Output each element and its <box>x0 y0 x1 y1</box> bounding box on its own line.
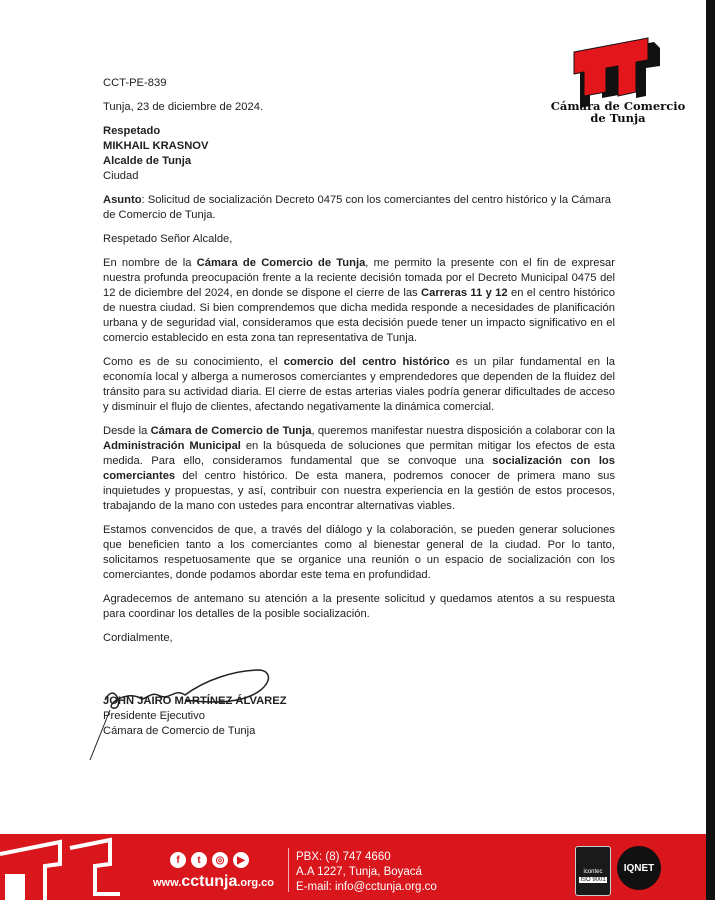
scan-edge <box>706 0 715 900</box>
website-suffix: .org.co <box>237 877 275 889</box>
logo-text: Cámara de Comercio de Tunja <box>550 99 686 125</box>
paragraph <box>103 523 615 583</box>
recipient-name: MIKHAIL KRASNOV <box>103 140 209 152</box>
recipient-city: Ciudad <box>103 170 139 182</box>
paragraph <box>103 424 615 514</box>
text: En nombre de la <box>103 257 197 269</box>
cert2-label: IQNET <box>623 862 655 874</box>
text: en el centro histórico de nuestra ciudad. Si bien comprendemos que dicha medida responde a necesidades de planificación urbana y de seguridad vial, consideramos que esta decisión puede tener un impacto significativo en el comercio establecido en esta zona tan representativa de Tunja. <box>103 287 615 344</box>
cert1-label: icontec <box>583 869 603 875</box>
subject <box>103 193 615 223</box>
signature <box>85 640 285 760</box>
paragraph <box>103 355 615 415</box>
text: en la búsqueda de soluciones que permitan mitigar los efectos de esta medida. Para ello, consideramos fundamental que se convoque una <box>103 440 615 467</box>
paragraphs <box>103 256 615 631</box>
text: Estamos convencidos de que, a través del diálogo y la colaboración, se pueden generar soluciones que beneficien tanto a los comerciantes como al bienestar general de la ciudad. Por lo tanto, solicitamos respetuosamente que se organice una reunión o un espacio de socialización con los comerciantes, donde podamos abordar este tema en profundidad. <box>103 524 615 581</box>
twitter-icon[interactable]: t <box>191 852 207 868</box>
iqnet-badge <box>617 846 661 890</box>
divider <box>288 848 289 892</box>
signer-org: Cámara de Comercio de Tunja <box>103 725 256 737</box>
bold-text: socialización con los comerciantes <box>103 455 615 482</box>
bold-text: comercio del centro histórico <box>283 356 450 368</box>
letter-date: Tunja, 23 de diciembre de 2024. <box>103 101 264 113</box>
reference-number: CCT-PE-839 <box>103 77 167 89</box>
text: es un pilar fundamental en la economía local y alberga a numerosos comerciantes y emprendedores que dependen de la fluidez del tránsito para su actividad diaria. El cierre de estas arterias viales podría generar dificultades de acceso y disminuir el flujo de clientes, afectando negativamente la dinámica comercial. <box>103 356 615 413</box>
paragraph <box>103 592 615 622</box>
instagram-icon[interactable]: ◎ <box>212 852 228 868</box>
subject-text: : Solicitud de socialización Decreto 0475 con los comerciantes del centro histórico y la Cámara de Comercio de Tunja. <box>103 194 612 221</box>
subject-label: Asunto <box>103 194 142 206</box>
recipient-title: Alcalde de Tunja <box>103 155 192 167</box>
website-prefix: www. <box>153 877 182 889</box>
social-icons <box>170 852 249 868</box>
bold-text: Carreras 11 y 12 <box>421 287 508 299</box>
signer-name: JOHN JAIRO MARTÍNEZ ÁLVAREZ <box>103 695 287 707</box>
text: Desde la <box>103 425 151 437</box>
bold-text: Cámara de Comercio de Tunja <box>196 257 366 269</box>
email: E-mail: info@cctunja.org.co <box>296 881 437 893</box>
website-link[interactable] <box>153 873 274 891</box>
text: , queremos manifestar nuestra disposición a colaborar con la <box>311 425 615 437</box>
paragraph <box>103 256 615 346</box>
bold-text: Cámara de Comercio de Tunja <box>150 425 312 437</box>
text: Agradecemos de antemano su atención a la presente solicitud y quedamos atentos a su respuesta para coordinar los detalles de la posible socialización. <box>103 593 615 620</box>
text: Como es de su conocimiento, el <box>103 356 284 368</box>
bold-text: Administración Municipal <box>103 440 241 452</box>
salutation: Respetado Señor Alcalde, <box>103 233 233 245</box>
text: , me permito la presente con el fin de expresar nuestra profunda preocupación frente a la reciente decisión tomada por el Decreto Municipal 0475 del 12 de diciembre del 2024, en donde se dispone el cierre de las <box>103 257 615 299</box>
footer-logo <box>0 834 150 900</box>
text: del centro histórico. De esta manera, podremos conocer de primera mano sus inquietudes y propuestas, y así, contribuir con nuestra experiencia en la gestión de estos procesos, trabajando de la mano con ustedes para encontrar alternativas viables. <box>103 470 615 512</box>
closing: Cordialmente, <box>103 632 173 644</box>
cert1-sub: ISO 9001 <box>580 877 606 883</box>
contact-info <box>296 850 437 895</box>
icontec-badge <box>575 846 611 896</box>
facebook-icon[interactable]: f <box>170 852 186 868</box>
phone: PBX: (8) 747 4660 <box>296 851 391 863</box>
recipient-greeting: Respetado <box>103 125 161 137</box>
youtube-icon[interactable]: ▶ <box>233 852 249 868</box>
website-main: cctunja <box>181 873 238 890</box>
signer-title: Presidente Ejecutivo <box>103 710 205 722</box>
address: A.A 1227, Tunja, Boyacá <box>296 866 422 878</box>
